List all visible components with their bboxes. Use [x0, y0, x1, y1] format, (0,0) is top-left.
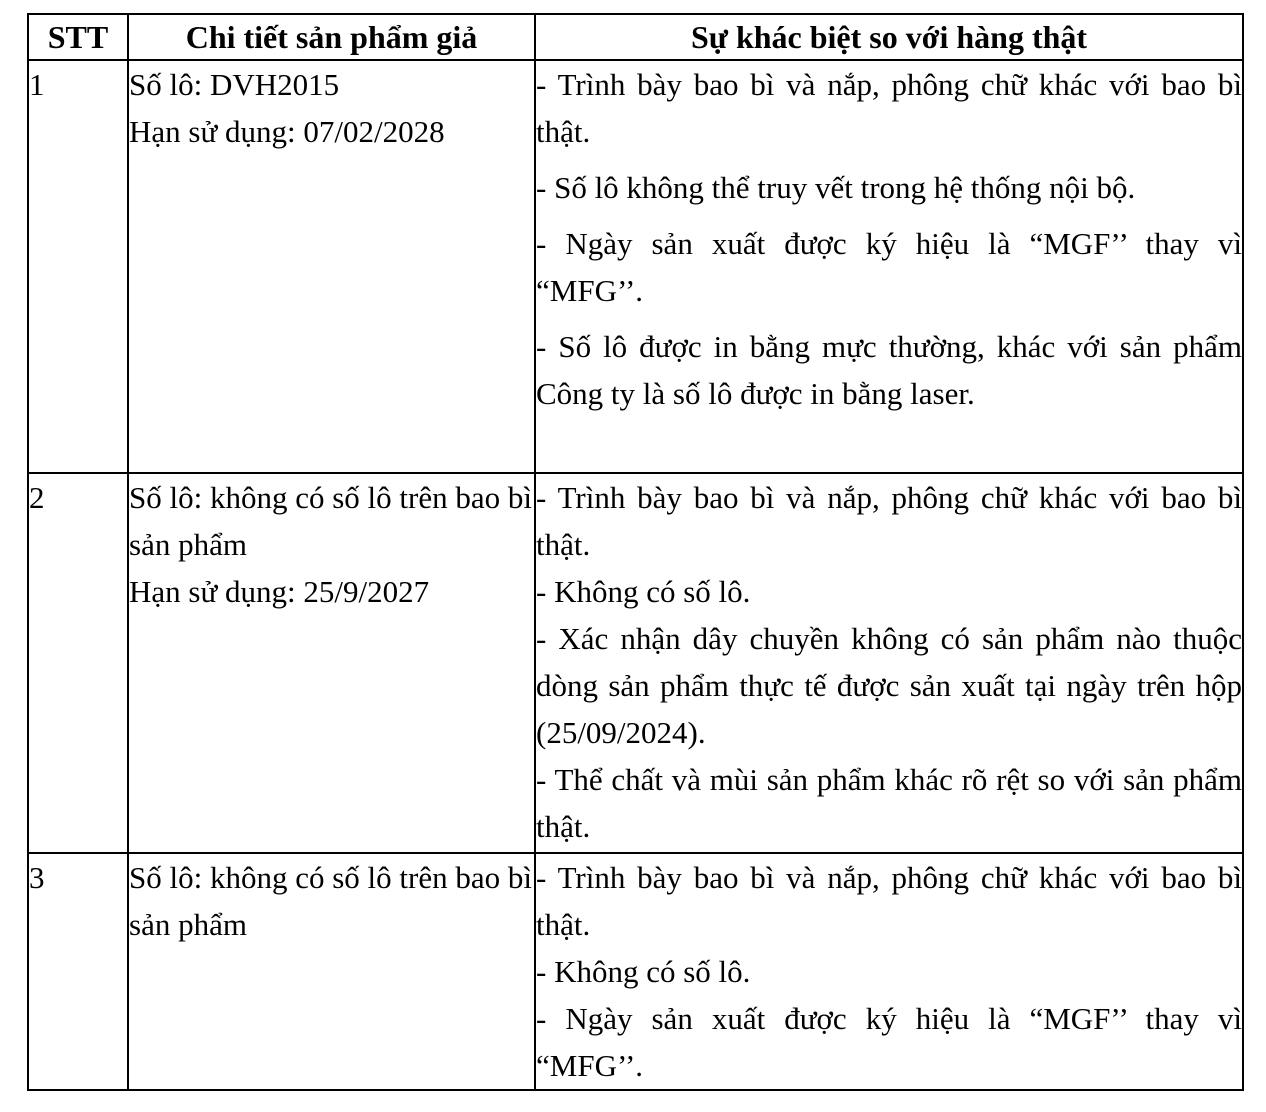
lot-number-text: Số lô: không có số lô trên bao bì sản phẩm	[129, 860, 532, 942]
difference-cell	[535, 60, 1243, 473]
expiry-date-text: Hạn sử dụng: 07/02/2028	[129, 114, 445, 149]
difference-item: - Số lô không thể truy vết trong hệ thống nội bộ.	[536, 170, 1136, 205]
difference-item: - Thể chất và mùi sản phẩm khác rõ rệt so với sản phẩm thật.	[536, 762, 1242, 844]
row-number: 3	[28, 853, 128, 1090]
difference-item: - Trình bày bao bì và nắp, phông chữ khác với bao bì thật.	[536, 67, 1242, 149]
difference-item: - Trình bày bao bì và nắp, phông chữ khác với bao bì thật.	[536, 480, 1242, 562]
table-row	[28, 473, 1243, 853]
header-diff: Sự khác biệt so với hàng thật	[535, 14, 1243, 60]
difference-item: - Không có số lô.	[536, 574, 751, 609]
lot-number-text: Số lô: DVH2015	[129, 67, 340, 102]
header-stt: STT	[28, 14, 128, 60]
difference-item: - Không có số lô.	[536, 954, 751, 989]
table-header-row	[28, 14, 1243, 60]
expiry-date-text: Hạn sử dụng: 25/9/2027	[129, 574, 430, 609]
table-row	[28, 853, 1243, 1090]
difference-cell	[535, 473, 1243, 853]
counterfeit-comparison-table	[27, 13, 1244, 1091]
row-number: 2	[28, 473, 128, 853]
product-detail-cell	[128, 853, 535, 1090]
difference-item: - Ngày sản xuất được ký hiệu là “MGF’’ thay vì “MFG’’.	[536, 226, 1242, 308]
difference-item: - Số lô được in bằng mực thường, khác với sản phẩm Công ty là số lô được in bằng laser.	[536, 329, 1242, 411]
difference-item: - Xác nhận dây chuyền không có sản phẩm nào thuộc dòng sản phẩm thực tế được sản xuất tại ngày trên hộp (25/09/2024).	[536, 621, 1242, 750]
table-row	[28, 60, 1243, 473]
product-detail-cell	[128, 60, 535, 473]
row-number: 1	[28, 60, 128, 473]
lot-number-text: Số lô: không có số lô trên bao bì sản phẩm	[129, 480, 532, 562]
difference-item: - Trình bày bao bì và nắp, phông chữ khác với bao bì thật.	[536, 860, 1242, 942]
difference-cell	[535, 853, 1243, 1090]
product-detail-cell	[128, 473, 535, 853]
header-detail: Chi tiết sản phẩm giả	[128, 14, 535, 60]
difference-item: - Ngày sản xuất được ký hiệu là “MGF’’ thay vì “MFG’’.	[536, 1001, 1242, 1083]
